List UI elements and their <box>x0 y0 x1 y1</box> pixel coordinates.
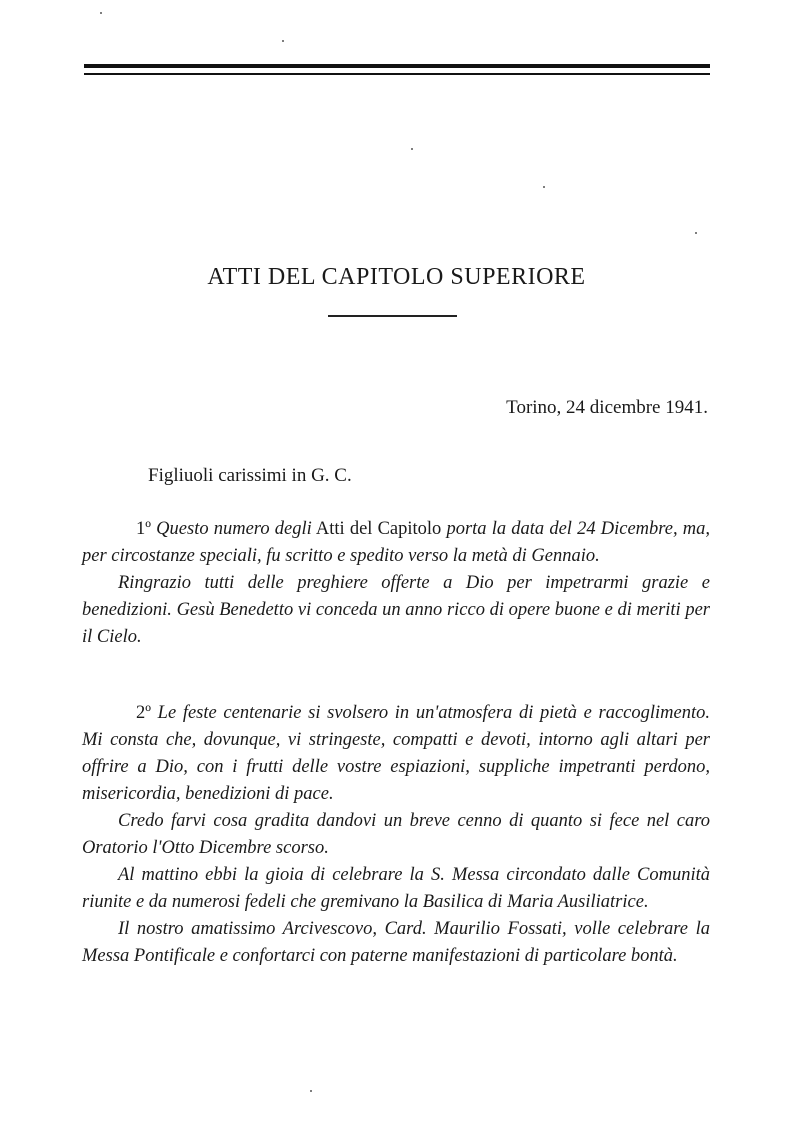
page-title: ATTI DEL CAPITOLO SUPERIORE <box>207 264 586 290</box>
scan-speck <box>695 232 697 234</box>
title-underline <box>328 315 457 317</box>
section-1 <box>82 516 710 651</box>
section-1-text-roman: Atti del Capitolo <box>315 519 442 539</box>
dateline: Torino, 24 dicembre 1941. <box>506 397 708 418</box>
scan-speck <box>543 186 545 188</box>
scan-speck <box>100 12 102 14</box>
section-2-paragraph-1 <box>82 700 710 808</box>
section-1-number: 1º <box>136 519 151 539</box>
salutation: Figliuoli carissimi in G. C. <box>148 465 352 486</box>
header-rule-thick <box>84 64 710 68</box>
header-rule-thin <box>84 73 710 75</box>
section-2-paragraph-2: Credo farvi cosa gradita dandovi un breve cenno di quanto si fece nel caro Oratorio l'Otto Dicembre scorso. <box>82 811 710 858</box>
section-2-paragraph-1-text: Le feste centenarie si svolsero in un'atmosfera di pietà e raccoglimento. Mi consta che, dovunque, vi stringeste, compatti e devoti, intorno agli altari per offrire a Dio, con i frutti delle vostre espiazioni, suppliche impetranti perdono, misericordia, benedizioni di pace. <box>82 703 711 804</box>
scan-speck <box>411 148 413 150</box>
section-2-paragraph-4: Il nostro amatissimo Arcivescovo, Card. Maurilio Fossati, volle celebrare la Messa Pontificale e confortarci con paterne manifestazioni di particolare bontà. <box>82 919 710 966</box>
section-2 <box>82 700 710 970</box>
section-1-text-italic-a: Questo numero degli <box>156 519 312 539</box>
section-1-paragraph-2: Ringrazio tutti delle preghiere offerte a Dio per impetrarmi grazie e benedizioni. Gesù Benedetto vi conceda un anno ricco di opere buone e di meriti per il Cielo. <box>82 573 710 647</box>
section-2-paragraph-3: Al mattino ebbi la gioia di celebrare la S. Messa circondato dalle Comunità riunite e da numerosi fedeli che gremivano la Basilica di Maria Ausiliatrice. <box>82 865 710 912</box>
scan-speck <box>282 40 284 42</box>
section-1-text-italic-b: porta la data del 24 Dicembre, ma, per circostanze speciali, fu scritto e spedito verso la metà di Gennaio. <box>82 519 711 566</box>
section-1-paragraph-1 <box>82 516 710 570</box>
section-2-number: 2º <box>136 703 151 723</box>
scan-speck <box>310 1090 312 1092</box>
